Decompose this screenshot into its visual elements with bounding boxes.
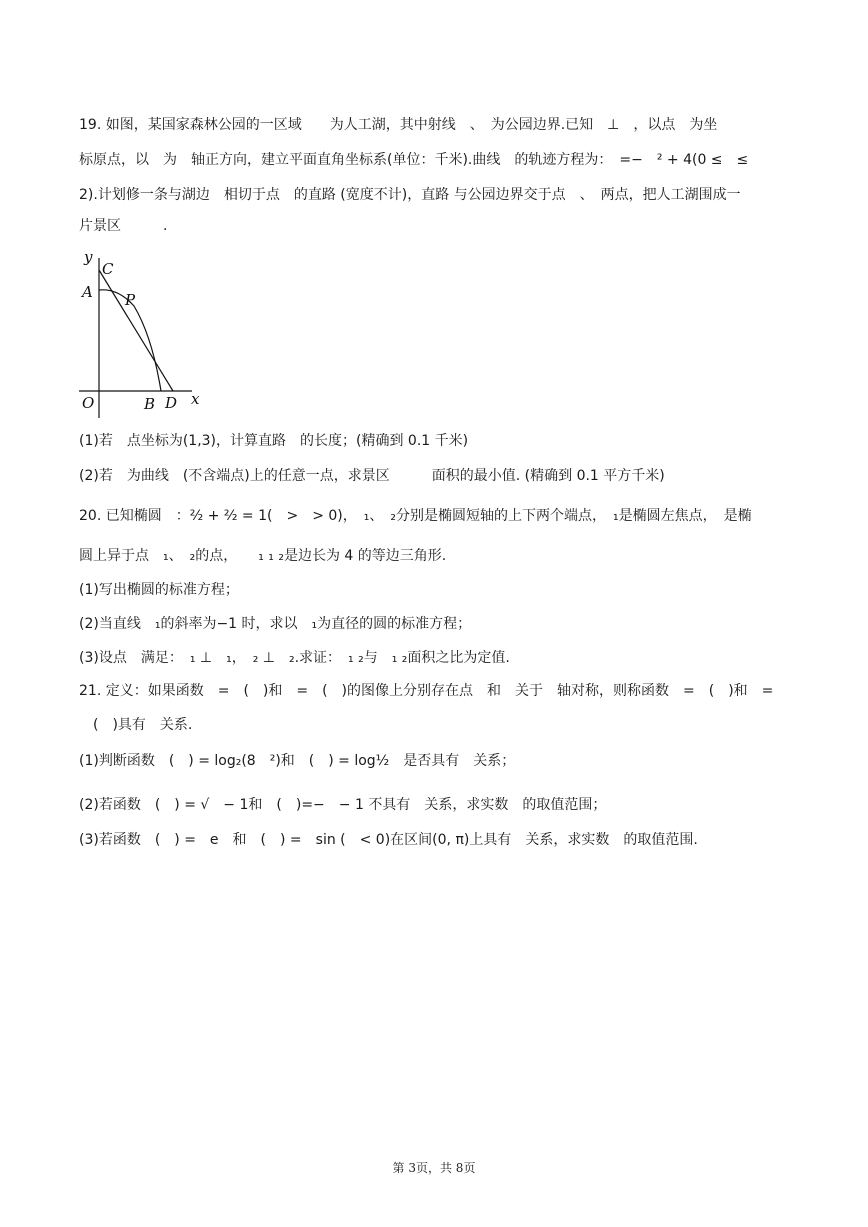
q21-part-2: (2)若函数 ( ) = √ − 1和 ( )=− − 1 不具有 关系，求实数 的取值范围； bbox=[79, 797, 607, 813]
q19-stem-line-4: 片景区 . bbox=[79, 218, 168, 234]
page-footer: 第 3页，共 8页 bbox=[392, 1161, 476, 1175]
q19-stem-line-1: 19. 如图，某国家森林公园的一区域 为人工湖，其中射线 、 为公园边界.已知 ⊥ ，以点 为坐 bbox=[79, 117, 718, 133]
label-b: B bbox=[144, 395, 156, 413]
q20-stem-line-1: 20. 已知椭圆 ：²⁄₂ + ²⁄₂ = 1( > > 0)， ₁、 ₂分别是椭圆短轴的上下两个端点， ₁是椭圆左焦点， 是椭 bbox=[79, 508, 752, 524]
x-axis-label: x bbox=[191, 390, 200, 408]
label-p: P bbox=[125, 291, 136, 309]
q20-part-1: (1)写出椭圆的标准方程； bbox=[79, 582, 239, 598]
q21-stem-line-2: ( )具有 关系. bbox=[79, 717, 193, 733]
q19-part-1: (1)若 点坐标为(1,3)，计算直路 的长度；(精确到 0.1 千米) bbox=[79, 433, 469, 449]
q20-part-3: (3)设点 满足： ₁ ⊥ ₁， ₂ ⊥ ₂.求证： ₁ ₂与 ₁ ₂面积之比为定值. bbox=[79, 650, 510, 666]
q21-part-1: (1)判断函数 ( ) = log₂(8 ²)和 ( ) = log½ 是否具有 关系； bbox=[79, 753, 516, 769]
y-axis-label: y bbox=[84, 248, 93, 266]
q21-part-3: (3)若函数 ( ) = e 和 ( ) = sin ( < 0)在区间(0, π)上具有 关系，求实数 的取值范围. bbox=[79, 832, 698, 848]
label-c: C bbox=[102, 260, 114, 278]
label-o: O bbox=[82, 394, 95, 412]
q20-part-2: (2)当直线 ₁的斜率为−1 时，求以 ₁为直径的圆的标准方程； bbox=[79, 616, 472, 632]
q19-figure bbox=[74, 244, 214, 420]
q19-figure-svg bbox=[74, 244, 214, 420]
q21-stem-line-1: 21. 定义：如果函数 = ( )和 = ( )的图像上分别存在点 和 关于 轴对称，则称函数 = ( )和 = bbox=[79, 683, 774, 699]
label-d: D bbox=[165, 394, 178, 412]
q20-stem-line-2: 圆上异于点 ₁、 ₂的点， ₁ ₁ ₂是边长为 4 的等边三角形. bbox=[79, 548, 447, 564]
q19-stem-line-2: 标原点，以 为 轴正方向，建立平面直角坐标系(单位：千米).曲线 的轨迹方程为： =− ² + 4(0 ≤ ≤ bbox=[79, 152, 749, 168]
label-a: A bbox=[82, 283, 93, 301]
tangent-line-cd bbox=[99, 270, 173, 391]
q19-stem-line-3: 2).计划修一条与湖边 相切于点 的直路 (宽度不计)，直路 与公园边界交于点 、 两点，把人工湖围成一 bbox=[79, 187, 741, 203]
q19-part-2: (2)若 为曲线 (不含端点)上的任意一点，求景区 面积的最小值. (精确到 0.1 平方千米) bbox=[79, 468, 665, 484]
